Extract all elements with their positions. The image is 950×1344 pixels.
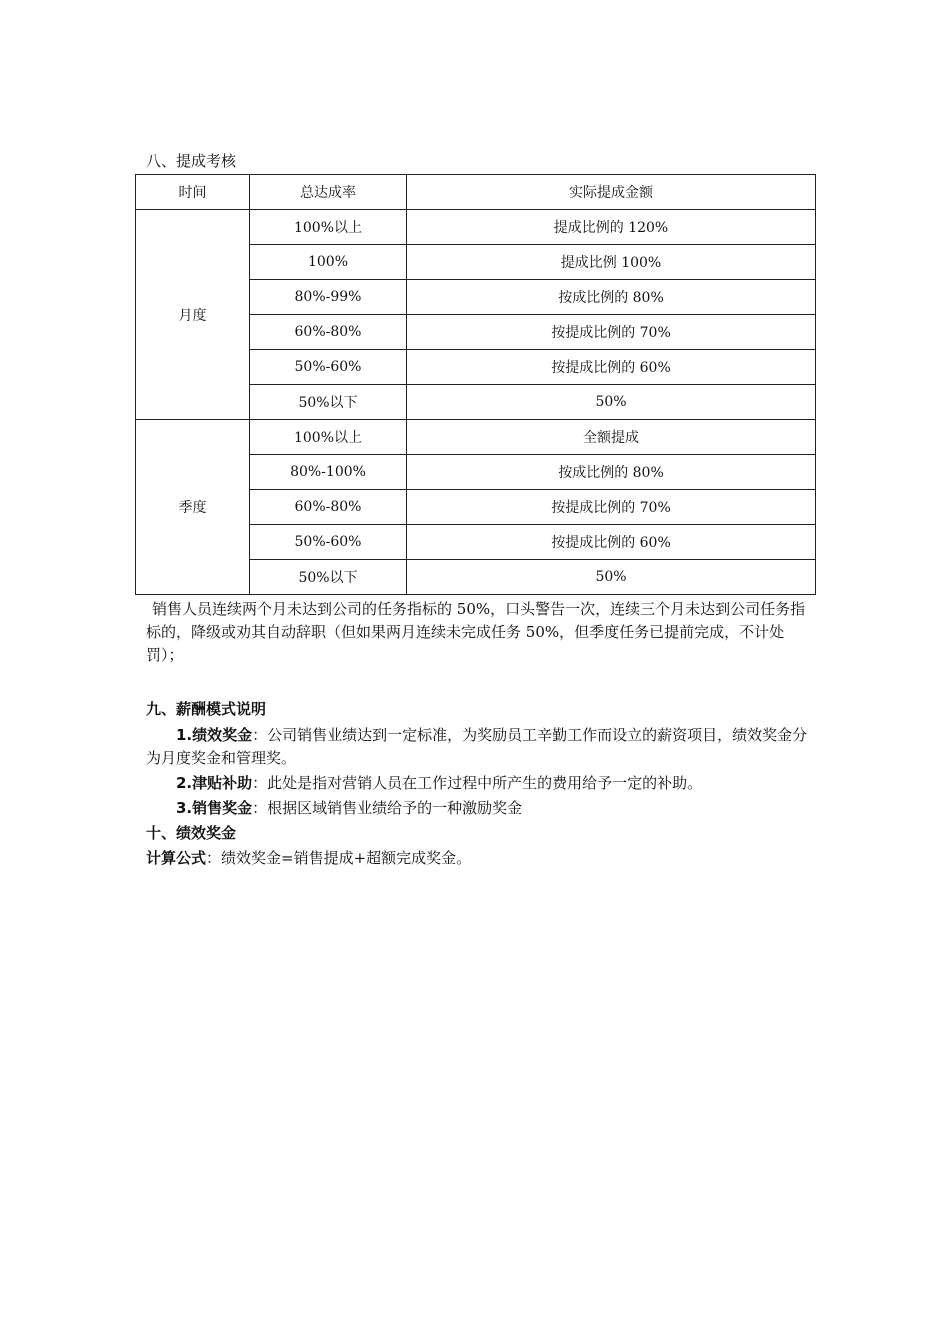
amount-cell: 提成比例的 120% (407, 210, 816, 245)
header-time: 时间 (136, 175, 250, 210)
list-item (146, 724, 816, 770)
list-item (146, 772, 816, 795)
amount-cell: 50% (407, 385, 816, 420)
rate-cell: 100%以上 (250, 420, 407, 455)
amount-cell: 按提成比例的 60% (407, 525, 816, 560)
formula-line (146, 847, 816, 870)
item-text: ：公司销售业绩达到一定标准，为奖励员工辛勤工作而设立的薪资项目，绩效奖金分为月度奖金和管理奖。 (146, 726, 808, 767)
section9-title: 九、薪酬模式说明 (146, 700, 267, 718)
table-row (136, 210, 816, 245)
amount-cell: 按提成比例的 70% (407, 315, 816, 350)
amount-cell: 按成比例的 80% (407, 280, 816, 315)
item-text: ：根据区域销售业绩给予的一种激励奖金 (252, 799, 523, 817)
item-label: 2.津贴补助 (176, 774, 253, 792)
section8-title: 八、提成考核 (146, 152, 237, 170)
rate-cell: 60%-80% (250, 315, 407, 350)
list-item (146, 797, 816, 820)
item-text: ：此处是指对营销人员在工作过程中所产生的费用给予一定的补助。 (252, 774, 703, 792)
rate-cell: 50%-60% (250, 525, 407, 560)
commission-table (135, 174, 816, 595)
rate-cell: 50%以下 (250, 385, 407, 420)
amount-cell: 50% (407, 560, 816, 595)
rate-cell: 60%-80% (250, 490, 407, 525)
quarterly-label: 季度 (136, 420, 250, 595)
monthly-label: 月度 (136, 210, 250, 420)
rate-cell: 100%以上 (250, 210, 407, 245)
rate-cell: 80%-99% (250, 280, 407, 315)
table-header-row (136, 175, 816, 210)
amount-cell: 按提成比例的 60% (407, 350, 816, 385)
rate-cell: 80%-100% (250, 455, 407, 490)
item-label: 1.绩效奖金 (176, 726, 253, 744)
table-row (136, 420, 816, 455)
amount-cell: 提成比例 100% (407, 245, 816, 280)
rate-cell: 100% (250, 245, 407, 280)
rate-cell: 50%-60% (250, 350, 407, 385)
formula-label: 计算公式 (146, 849, 207, 867)
amount-cell: 全额提成 (407, 420, 816, 455)
section10-title: 十、绩效奖金 (146, 824, 237, 842)
rate-cell: 50%以下 (250, 560, 407, 595)
penalty-note: 销售人员连续两个月未达到公司的任务指标的 50%，口头警告一次，连续三个月未达到公司任务指标的，降级或劝其自动辞职（但如果两月连续未完成任务 50%，但季度任务已提前完成，不计处罚）； (146, 600, 806, 664)
header-amount: 实际提成金额 (407, 175, 816, 210)
amount-cell: 按成比例的 80% (407, 455, 816, 490)
amount-cell: 按提成比例的 70% (407, 490, 816, 525)
header-rate: 总达成率 (250, 175, 407, 210)
item-label: 3.销售奖金 (176, 799, 253, 817)
formula-text: ：绩效奖金=销售提成+超额完成奖金。 (206, 849, 472, 867)
